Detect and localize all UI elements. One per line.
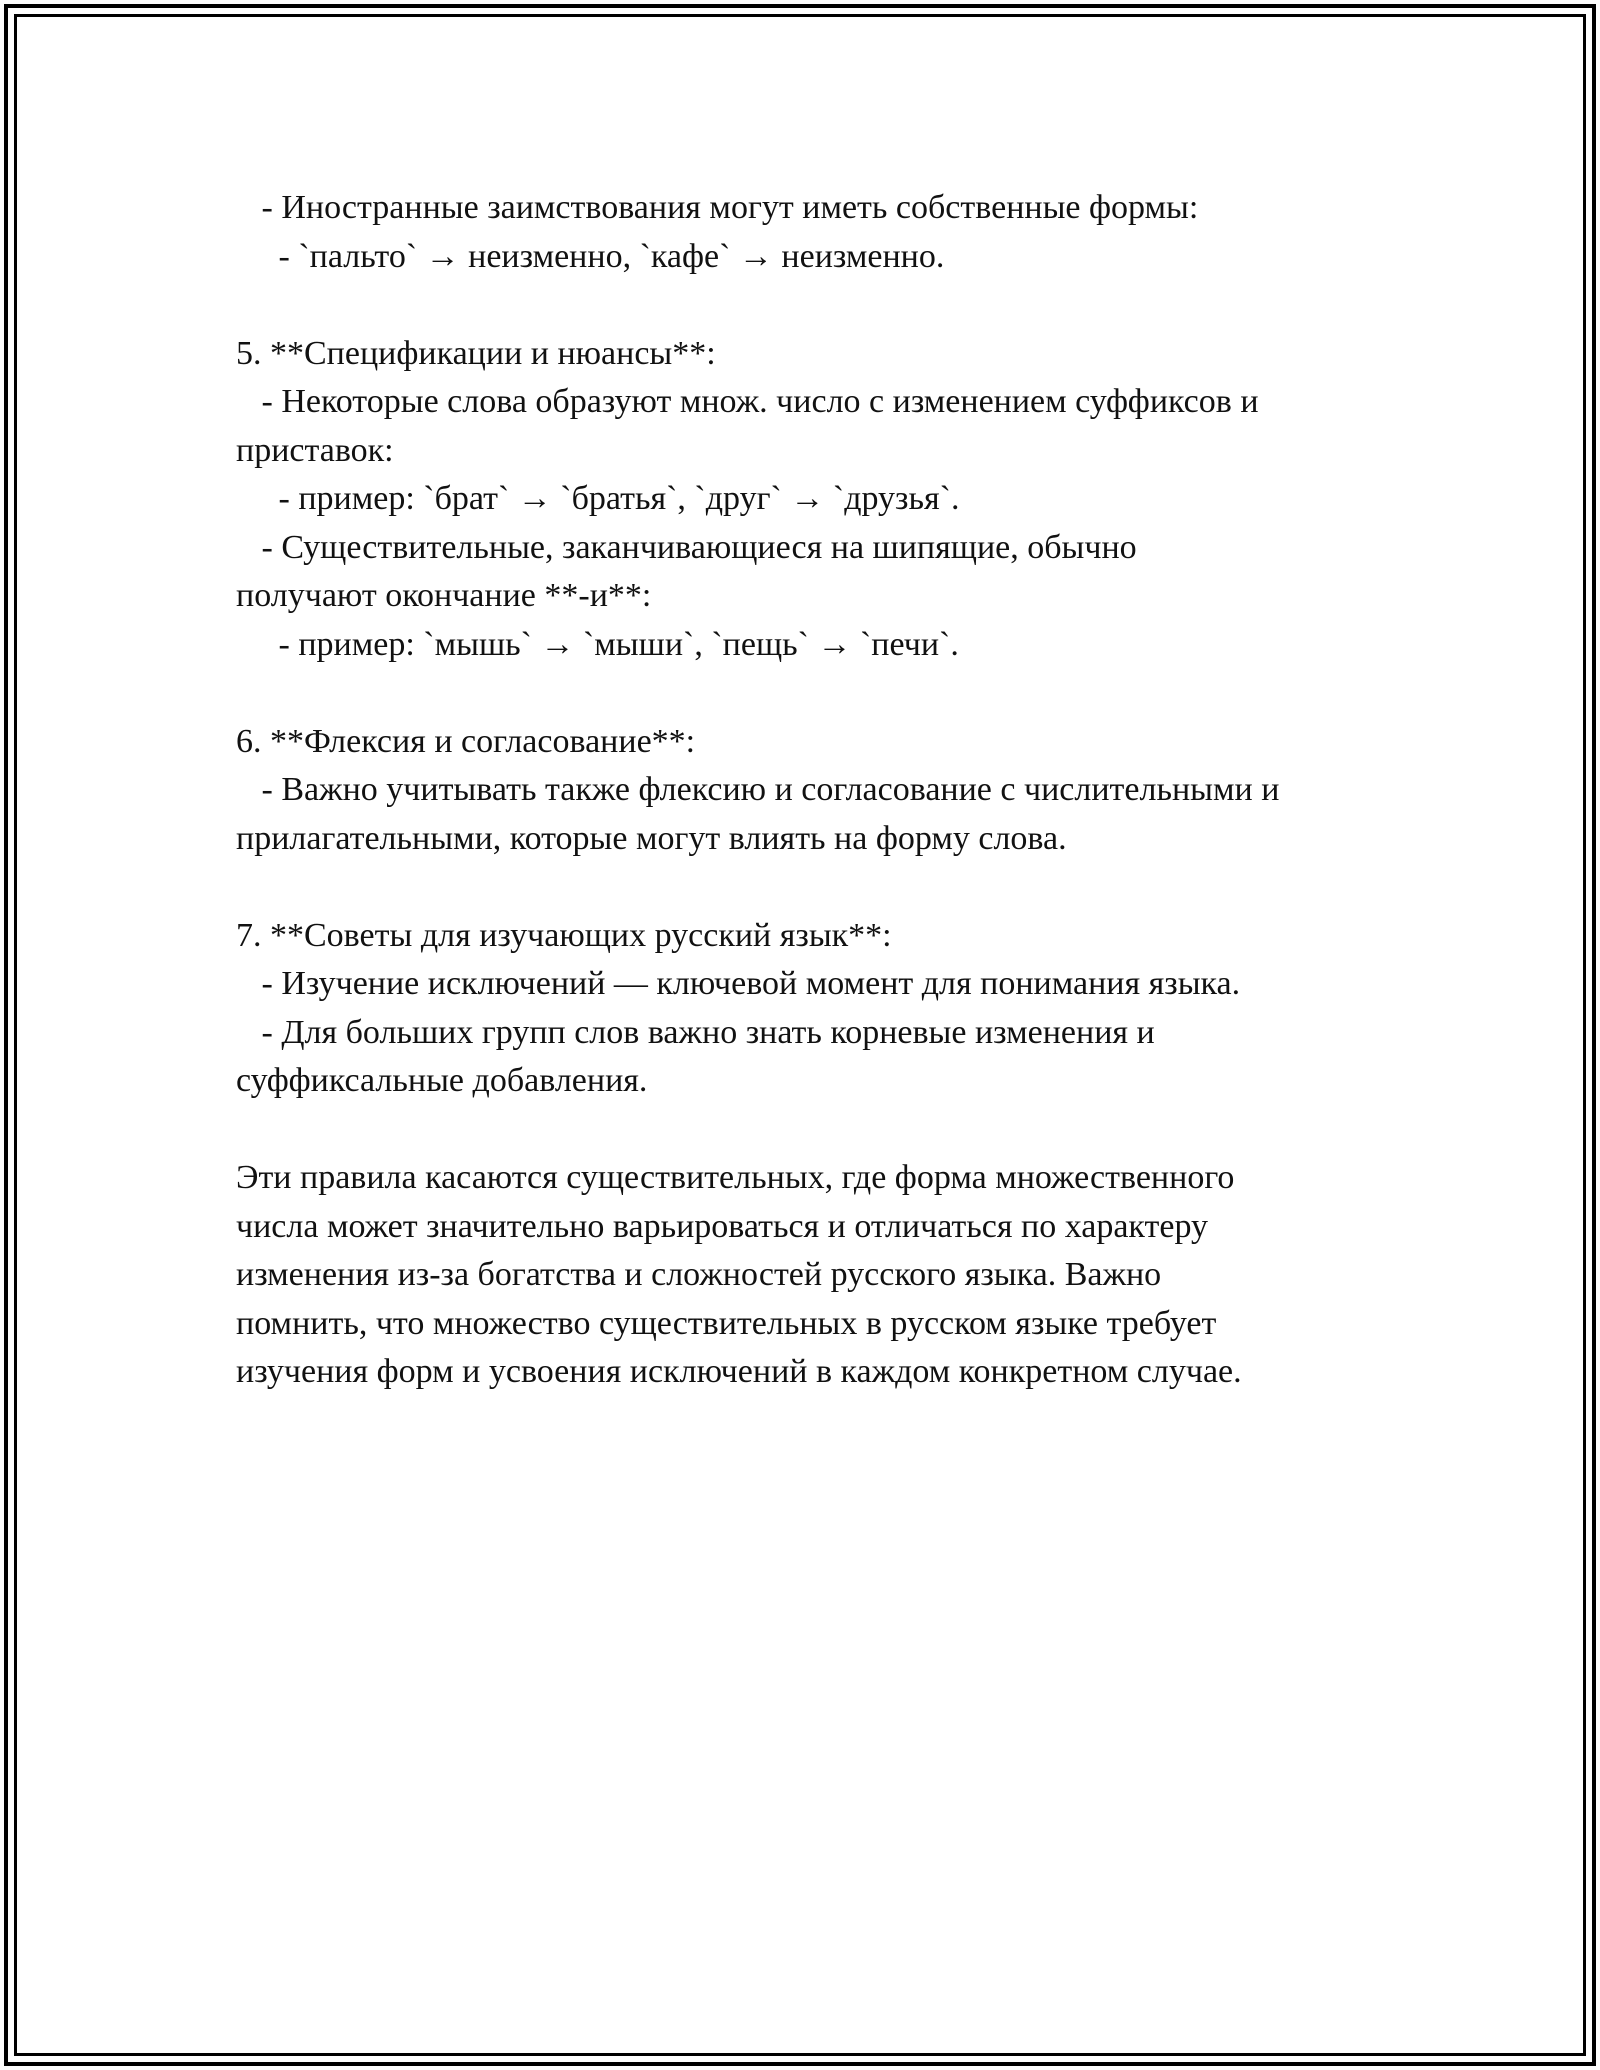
- document-body: [236, 184, 1386, 1397]
- text-line: - Иностранные заимствования могут иметь собственные формы:: [236, 189, 1199, 226]
- text-line: - Для больших групп слов важно знать корневые изменения и: [236, 1013, 1155, 1051]
- text-line: - Важно учитывать также флексию и согласование с числительными и: [236, 771, 1280, 808]
- section-heading: 5. **Спецификации и нюансы**:: [236, 334, 716, 372]
- section-heading: 6. **Флексия и согласование**:: [236, 722, 696, 760]
- text-line: - пример: `мышь` → `мыши`, `пещь` → `печи`.: [236, 625, 959, 663]
- text-line: - Изучение исключений — ключевой момент для понимания языка.: [236, 965, 1241, 1002]
- summary-line: изучения форм и усвоения исключений в каждом конкретном случае.: [236, 1353, 1242, 1390]
- text-line: приставок:: [236, 431, 394, 469]
- summary-line: помнить, что множество существительных в русском языке требует: [236, 1304, 1217, 1342]
- blank-line: [236, 281, 1386, 330]
- text-line: суффиксальные добавления.: [236, 1062, 648, 1099]
- blank-line: [236, 669, 1386, 718]
- text-line: - Некоторые слова образуют множ. число с изменением суффиксов и: [236, 383, 1259, 420]
- summary-line: Эти правила касаются существительных, где форма множественного: [236, 1159, 1235, 1196]
- text-line: - пример: `брат` → `братья`, `друг` → `друзья`.: [236, 480, 960, 517]
- text-line: - Существительные, заканчивающиеся на шипящие, обычно: [236, 528, 1137, 566]
- section-heading: 7. **Советы для изучающих русский язык**:: [236, 916, 892, 954]
- blank-line: [236, 1106, 1386, 1155]
- summary-line: числа может значительно варьироваться и отличаться по характеру: [236, 1207, 1209, 1245]
- text-line: получают окончание **-и**:: [236, 577, 652, 614]
- text-line: прилагательными, которые могут влиять на форму слова.: [236, 819, 1067, 857]
- text-line: - `пальто` → неизменно, `кафе` → неизменно.: [236, 237, 945, 275]
- blank-line: [236, 863, 1386, 912]
- summary-line: изменения из-за богатства и сложностей русского языка. Важно: [236, 1256, 1162, 1293]
